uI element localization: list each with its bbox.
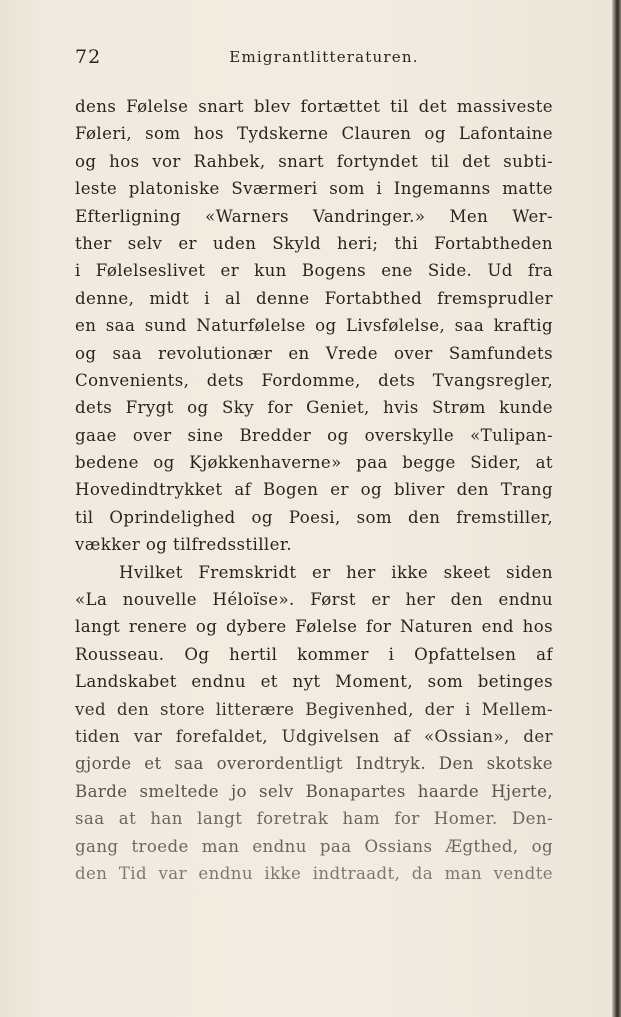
text-line: «La nouvelle Héloïse». Først er her den endnu [75, 590, 553, 610]
text-line: dens Følelse snart blev fortættet til det massiveste [75, 97, 553, 116]
text-line: Føleri, som hos Tydskerne Clauren og Lafontaine [75, 124, 553, 144]
paragraph-2 [75, 559, 553, 888]
page-header [75, 44, 553, 74]
text-line: saa at han langt foretrak ham for Homer. Den- [75, 809, 553, 829]
text-line: i Følelseslivet er kun Bogens ene Side. Ud fra [75, 261, 553, 281]
text-line: Rousseau. Og hertil kommer i Opfattelsen af [75, 644, 553, 664]
text-line: bedene og Kjøkkenhaverne» paa begge Sider, at [75, 453, 553, 473]
text-line: ther selv er uden Skyld heri; thi Fortabtheden [75, 233, 553, 253]
text-line: tiden var forefaldet, Udgivelsen af «Ossian», der [75, 726, 553, 746]
text-line: til Oprindelighed og Poesi, som den fremstiller, [75, 507, 553, 527]
text-line: Hvilket Fremskridt er her ikke skeet siden [119, 562, 553, 582]
text-line: Efterligning «Warners Vandringer.» Men Wer- [75, 206, 553, 226]
text-line: gjorde et saa overordentligt Indtryk. Den skotske [75, 754, 553, 774]
text-line: leste platoniske Sværmeri som i Ingemanns matte [75, 179, 553, 199]
running-title: Emigrantlitteraturen. [229, 48, 419, 66]
text-line: langt renere og dybere Følelse for Naturen end hos [75, 617, 553, 637]
body-text [75, 93, 553, 887]
text-line: Convenients, dets Fordomme, dets Tvangsregler, [75, 370, 553, 390]
text-line: dets Frygt og Sky for Geniet, hvis Strøm kunde [75, 398, 553, 418]
text-line: og hos vor Rahbek, snart fortyndet til det subti- [75, 151, 553, 171]
text-line: og saa revolutionær en Vrede over Samfundets [75, 343, 553, 363]
text-line: Landskabet endnu et nyt Moment, som betinges [75, 672, 553, 692]
text-line: denne, midt i al denne Fortabthed fremsprudler [75, 288, 553, 308]
text-line: en saa sund Naturfølelse og Livsfølelse, saa kraftig [75, 316, 553, 336]
text-line: den Tid var endnu ikke indtraadt, da man vendte [75, 863, 553, 883]
text-line: Hovedindtrykket af Bogen er og bliver den Trang [75, 480, 553, 500]
text-line: Barde smeltede jo selv Bonapartes haarde Hjerte, [75, 781, 553, 801]
page-number: 72 [75, 46, 102, 68]
paragraph-1 [75, 93, 553, 559]
page-edge-shadow [612, 0, 621, 1017]
text-line: gaae over sine Bredder og overskylle «Tulipan- [75, 425, 553, 445]
text-line: vækker og tilfredsstiller. [75, 535, 293, 555]
text-line: ved den store litterære Begivenhed, der i Mellem- [75, 699, 553, 719]
text-line: gang troede man endnu paa Ossians Ægthed, og [75, 836, 553, 856]
